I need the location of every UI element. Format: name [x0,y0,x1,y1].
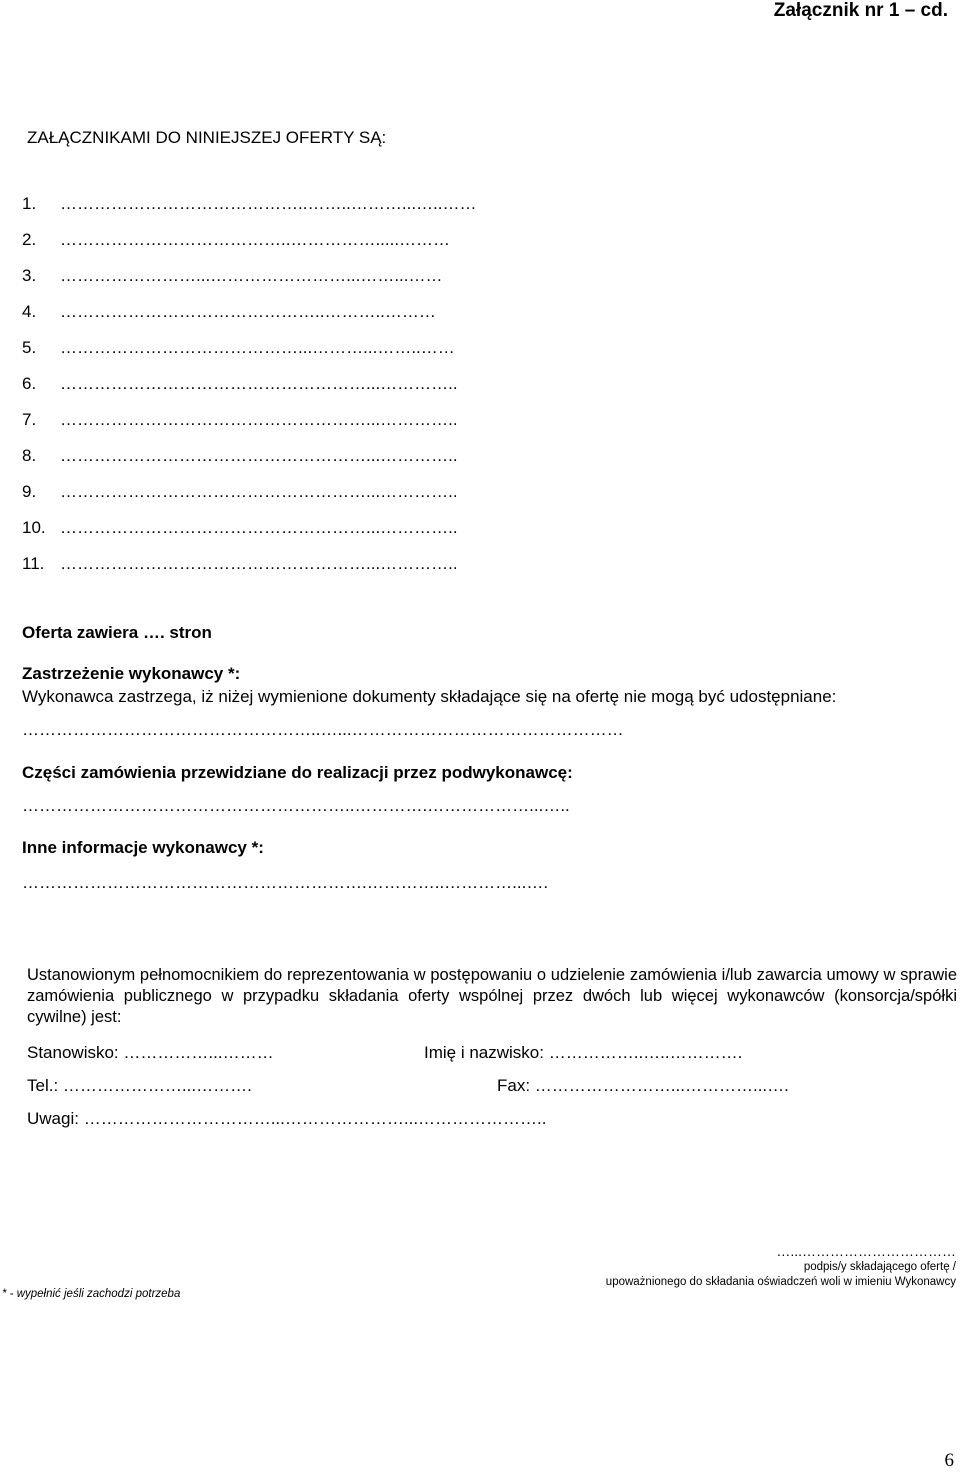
list-item [22,518,458,538]
attachment-header: Załącznik nr 1 – cd. [773,0,948,21]
reservation-dots: ……………………………………………..…...………………………………………… [22,720,624,739]
subcontractor-label: Części zamówienia przewidziane do realizacji przez podwykonawcę: [22,763,573,782]
item-number: 2. [22,230,37,249]
item-number: 5. [22,338,37,357]
other-info-dots: …………………………………………………….…………..…………...…. [22,873,549,892]
other-info-label: Inne informacje wykonawcy *: [22,838,264,857]
offer-pages: Oferta zawiera …. stron [22,623,212,642]
list-item [22,194,477,214]
item-number: 9. [22,482,37,501]
reservation-text: Wykonawca zastrzega, iż niżej wymienione dokumenty składające się na ofertę nie mogą być udostępniane: [22,687,837,706]
remarks-row [27,1109,547,1129]
item-dots: ………………………………………………...………….. [60,410,458,429]
fax-label: Fax: [497,1076,531,1095]
remarks-dots: ……………………………...…………………...………………….. [83,1109,547,1128]
item-number: 6. [22,374,37,393]
item-dots: …………………………………..…………….....……… [60,230,451,249]
item-dots: ………………………………………………...………….. [60,374,458,393]
remarks-label: Uwagi: [27,1109,79,1128]
signature-caption-line2: upoważnionego do składania oświadczeń woli w imieniu Wykonawcy [605,1276,956,1288]
item-number: 10. [22,518,46,537]
list-item [22,482,458,502]
item-dots: ……………………………………...………...……..…… [60,338,455,357]
item-number: 7. [22,410,37,429]
tel-label: Tel.: [27,1076,59,1095]
attachments-title: ZAŁĄCZNIKAMI DO NINIEJSZEJ OFERTY SĄ: [27,128,387,147]
fax-row [497,1076,789,1096]
signature-caption-line1: podpis/y składającego ofertę / [803,1261,956,1273]
item-number: 4. [22,302,37,321]
item-dots: ……………………...……………………...……...…… [60,266,443,285]
position-dots: ……………...……… [123,1043,274,1062]
item-dots: ………………………………………..………..……… [60,302,436,321]
item-dots: ………………………………………………...………….. [60,446,458,465]
item-dots: ………………………………………………...………….. [60,518,458,537]
list-item [22,302,436,322]
name-label: Imię i nazwisko: [424,1043,544,1062]
item-number: 3. [22,266,37,285]
item-dots: ……………………………………..……..………...…..…… [60,194,477,213]
item-number: 11. [22,554,45,573]
list-item [22,230,450,250]
position-row [27,1043,274,1063]
reservation-label: Zastrzeżenie wykonawcy *: [22,664,241,683]
page-number: 6 [944,1450,954,1471]
list-item [22,374,458,394]
position-label: Stanowisko: [27,1043,119,1062]
list-item [22,338,455,358]
fax-dots: ……………………...…………...…. [534,1076,789,1095]
tel-row [27,1076,252,1096]
subcontractor-dots: …………………………………………………..………….………………...….. [22,796,570,815]
item-number: 8. [22,446,37,465]
list-item [22,446,458,466]
list-item [22,266,443,286]
item-number: 1. [22,194,37,213]
tel-dots: …………………...………. [62,1076,252,1095]
footnote: * - wypełnić jeśli zachodzi potrzeba [2,1288,181,1300]
proxy-paragraph: Ustanowionym pełnomocnikiem do reprezentowania w postępowaniu o udzielenie zamówienia i/lub zawarcia umowy w sprawie zamówienia publicznego w przypadku składania oferty wspólnej przez dwóch lub więcej wykonawców (konsorcja/spółki cywilne) jest: [27,966,957,1026]
item-dots: ………………………………………………...………….. [60,482,458,501]
name-row [424,1043,742,1063]
item-dots: ………………………………………………...………….. [60,554,458,573]
list-item [22,410,458,430]
name-dots: ……………..…..…………. [548,1043,743,1062]
list-item [22,554,458,574]
signature-dots: …...…………………………… [776,1243,956,1259]
